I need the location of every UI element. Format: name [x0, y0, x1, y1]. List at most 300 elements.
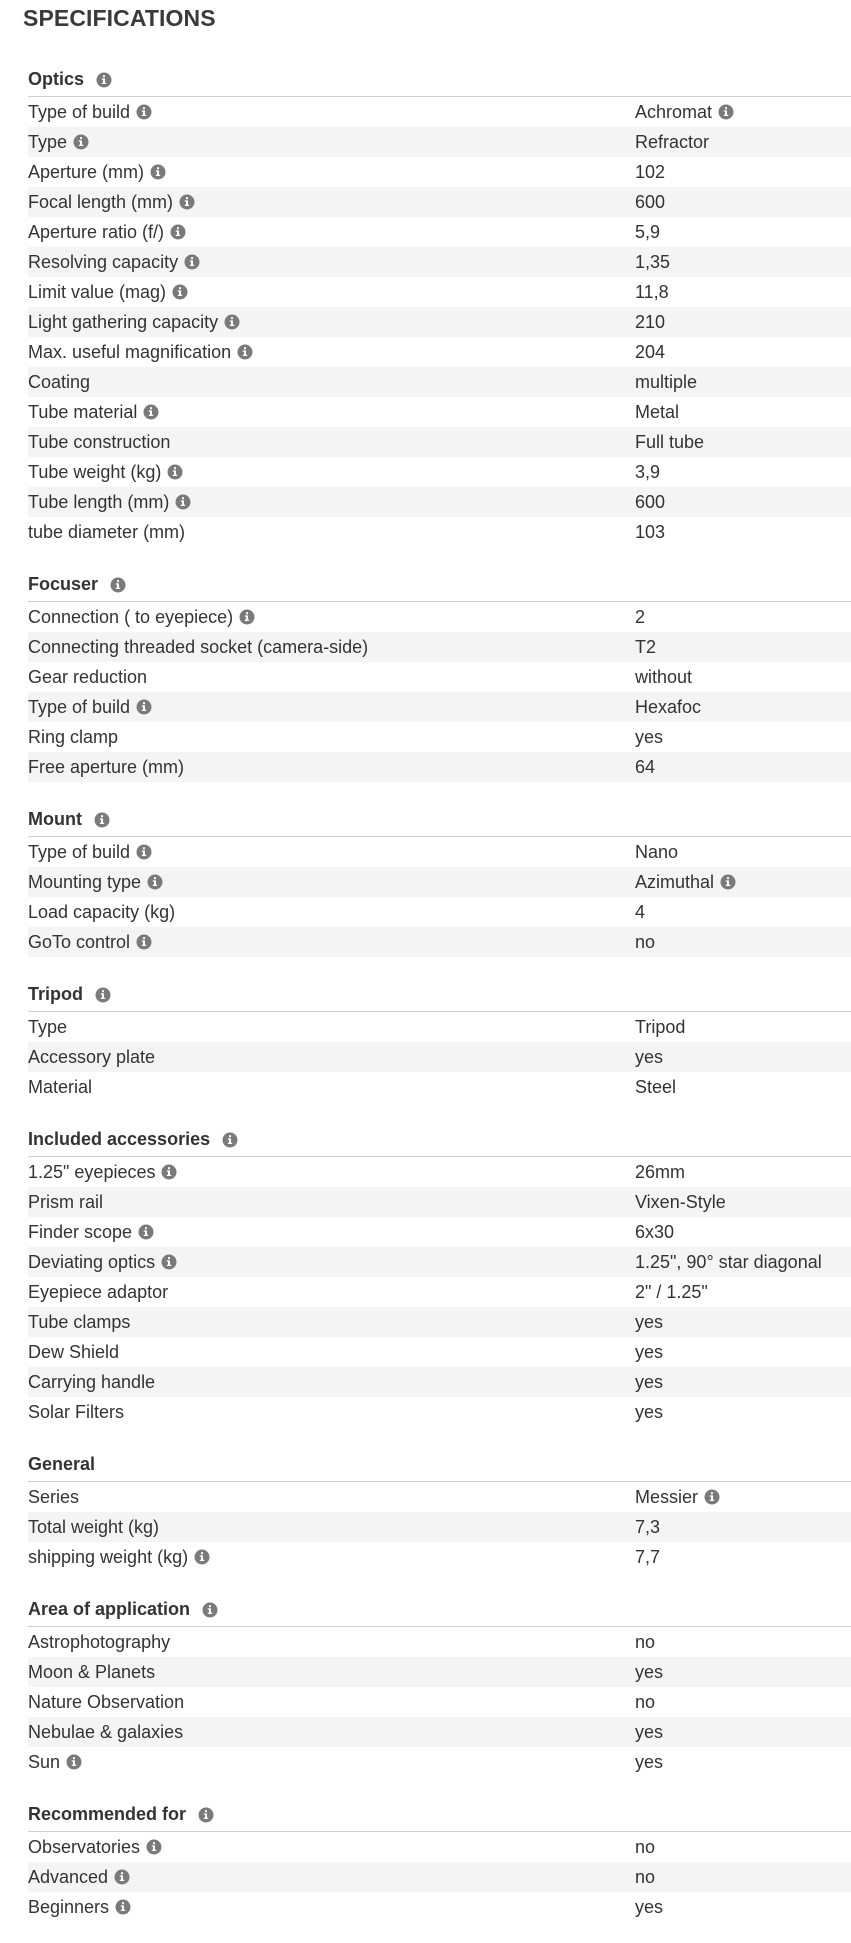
- spec-label: Aperture ratio (f/): [28, 221, 165, 242]
- spec-label-cell: [28, 1837, 635, 1858]
- section-rows: [28, 1012, 851, 1102]
- spec-value-cell: [635, 132, 851, 153]
- spec-value-cell: [635, 342, 851, 363]
- spec-label: Coating: [28, 371, 91, 392]
- spec-row: [28, 837, 851, 867]
- spec-row: [28, 127, 851, 157]
- spec-label: Tube length (mm): [28, 491, 170, 512]
- spec-label: Limit value (mag): [28, 281, 167, 302]
- info-circle-icon[interactable]: [175, 494, 191, 510]
- info-circle-icon[interactable]: [224, 314, 240, 330]
- spec-value: no: [635, 1866, 656, 1887]
- spec-value: 210: [635, 311, 666, 332]
- spec-label-cell: [28, 1162, 635, 1183]
- spec-label: Finder scope: [28, 1221, 133, 1242]
- section-rows: [28, 1157, 851, 1427]
- section-title: Focuser: [28, 574, 99, 594]
- spec-label-cell: [28, 637, 635, 658]
- spec-label: Dew Shield: [28, 1341, 120, 1362]
- spec-row: [28, 517, 851, 547]
- info-circle-icon[interactable]: [161, 1164, 177, 1180]
- spec-value: Full tube: [635, 431, 705, 452]
- spec-label-cell: [28, 1897, 635, 1918]
- spec-value-cell: [635, 1402, 851, 1423]
- section-header: [28, 63, 851, 97]
- spec-label-cell: [28, 192, 635, 213]
- info-circle-icon[interactable]: [184, 254, 200, 270]
- spec-value-cell: [635, 842, 851, 863]
- spec-label: Series: [28, 1486, 80, 1507]
- section-rows: [28, 1832, 851, 1922]
- spec-label: Sun: [28, 1751, 61, 1772]
- spec-value-cell: [635, 1222, 851, 1243]
- info-circle-icon[interactable]: [147, 874, 163, 890]
- info-circle-icon[interactable]: [110, 577, 126, 593]
- spec-row: [28, 1482, 851, 1512]
- spec-row: [28, 97, 851, 127]
- info-circle-icon[interactable]: [143, 404, 159, 420]
- spec-label-cell: [28, 402, 635, 423]
- spec-section: [28, 63, 851, 547]
- spec-value-cell: [635, 372, 851, 393]
- spec-label: Aperture (mm): [28, 161, 145, 182]
- info-circle-icon[interactable]: [237, 344, 253, 360]
- spec-row: [28, 1277, 851, 1307]
- section-title: Optics: [28, 69, 85, 89]
- section-header: [28, 1798, 851, 1832]
- info-circle-icon[interactable]: [136, 934, 152, 950]
- spec-section: [28, 978, 851, 1102]
- spec-row: [28, 337, 851, 367]
- section-header: [28, 1593, 851, 1627]
- spec-label-cell: [28, 842, 635, 863]
- spec-value-cell: [635, 1517, 851, 1538]
- spec-label: Gear reduction: [28, 666, 148, 687]
- spec-value-cell: [635, 102, 851, 123]
- spec-label: Astrophotography: [28, 1631, 171, 1652]
- spec-value: Messier: [635, 1486, 699, 1507]
- spec-value: yes: [635, 1046, 664, 1067]
- spec-row: [28, 1072, 851, 1102]
- spec-value-cell: [635, 1692, 851, 1713]
- spec-row: [28, 427, 851, 457]
- spec-value: no: [635, 1691, 656, 1712]
- spec-label: Eyepiece adaptor: [28, 1281, 169, 1302]
- spec-label: Max. useful magnification: [28, 341, 232, 362]
- spec-value-cell: [635, 697, 851, 718]
- spec-value: yes: [635, 1371, 664, 1392]
- spec-value-cell: [635, 402, 851, 423]
- spec-value: Refractor: [635, 131, 710, 152]
- spec-value: Nano: [635, 841, 679, 862]
- spec-row: [28, 1747, 851, 1777]
- spec-value-cell: [635, 222, 851, 243]
- spec-value: yes: [635, 1721, 664, 1742]
- spec-label-cell: [28, 462, 635, 483]
- spec-label: Nature Observation: [28, 1691, 185, 1712]
- spec-value: yes: [635, 1311, 664, 1332]
- info-circle-icon[interactable]: [239, 609, 255, 625]
- spec-row: [28, 1687, 851, 1717]
- section-header: [28, 978, 851, 1012]
- spec-section: [28, 1448, 851, 1572]
- spec-row: [28, 307, 851, 337]
- spec-value-cell: [635, 522, 851, 543]
- spec-row: [28, 1862, 851, 1892]
- spec-value-cell: [635, 1342, 851, 1363]
- spec-row: [28, 1012, 851, 1042]
- spec-row: [28, 1042, 851, 1072]
- spec-label-cell: [28, 492, 635, 513]
- info-circle-icon[interactable]: [95, 987, 111, 1003]
- spec-value-cell: [635, 727, 851, 748]
- spec-label: Mounting type: [28, 871, 142, 892]
- spec-value: 5,9: [635, 221, 661, 242]
- spec-value: no: [635, 931, 656, 952]
- spec-label: Type of build: [28, 101, 131, 122]
- spec-label-cell: [28, 667, 635, 688]
- spec-value: 26mm: [635, 1161, 686, 1182]
- spec-section: [28, 1123, 851, 1427]
- spec-label-cell: [28, 342, 635, 363]
- spec-row: [28, 897, 851, 927]
- spec-label-cell: [28, 1077, 635, 1098]
- section-title: Tripod: [28, 984, 83, 1004]
- section-title: Included accessories: [28, 1129, 211, 1149]
- spec-label: Accessory plate: [28, 1046, 156, 1067]
- section-header: [28, 568, 851, 602]
- spec-row: [28, 692, 851, 722]
- spec-section: [28, 1593, 851, 1777]
- spec-value-cell: [635, 1282, 851, 1303]
- spec-label: 1.25" eyepieces: [28, 1161, 156, 1182]
- spec-row: [28, 397, 851, 427]
- spec-row: [28, 1627, 851, 1657]
- spec-label: Resolving capacity: [28, 251, 179, 272]
- spec-value: yes: [635, 1341, 664, 1362]
- spec-row: [28, 457, 851, 487]
- spec-row: [28, 487, 851, 517]
- spec-row: [28, 277, 851, 307]
- spec-label-cell: [28, 1192, 635, 1213]
- spec-row: [28, 1367, 851, 1397]
- spec-row: [28, 1832, 851, 1862]
- spec-value-cell: [635, 1017, 851, 1038]
- spec-row: [28, 1892, 851, 1922]
- info-circle-icon[interactable]: [202, 1602, 218, 1618]
- spec-label-cell: [28, 1517, 635, 1538]
- spec-row: [28, 632, 851, 662]
- spec-label-cell: [28, 697, 635, 718]
- info-circle-icon[interactable]: [136, 699, 152, 715]
- spec-value-cell: [635, 162, 851, 183]
- spec-label-cell: [28, 1282, 635, 1303]
- spec-label: Connection ( to eyepiece): [28, 606, 234, 627]
- spec-label-cell: [28, 1017, 635, 1038]
- spec-value: 3,9: [635, 461, 661, 482]
- spec-value-cell: [635, 1837, 851, 1858]
- spec-value: Achromat: [635, 101, 713, 122]
- spec-row: [28, 1657, 851, 1687]
- info-circle-icon[interactable]: [146, 1839, 162, 1855]
- spec-value: 2: [635, 606, 646, 627]
- info-circle-icon[interactable]: [179, 194, 195, 210]
- spec-row: [28, 1512, 851, 1542]
- spec-label-cell: [28, 1662, 635, 1683]
- spec-row: [28, 157, 851, 187]
- spec-label-cell: [28, 1752, 635, 1773]
- spec-row: [28, 927, 851, 957]
- spec-label-cell: [28, 312, 635, 333]
- spec-label: Moon & Planets: [28, 1661, 156, 1682]
- spec-value: 1,35: [635, 251, 671, 272]
- spec-value-cell: [635, 1897, 851, 1918]
- spec-label: Advanced: [28, 1866, 109, 1887]
- spec-value: 600: [635, 191, 666, 212]
- spec-label-cell: [28, 432, 635, 453]
- spec-label: Observatories: [28, 1836, 141, 1857]
- spec-label-cell: [28, 1692, 635, 1713]
- spec-value-cell: [635, 1312, 851, 1333]
- info-circle-icon[interactable]: [161, 1254, 177, 1270]
- info-circle-icon[interactable]: [222, 1132, 238, 1148]
- info-circle-icon[interactable]: [136, 844, 152, 860]
- info-circle-icon[interactable]: [115, 1899, 131, 1915]
- spec-section: [28, 803, 851, 957]
- spec-label: Type: [28, 131, 68, 152]
- spec-value-cell: [635, 1162, 851, 1183]
- spec-label-cell: [28, 1047, 635, 1068]
- spec-row: [28, 1717, 851, 1747]
- section-title: General: [28, 1454, 96, 1474]
- section-title: Mount: [28, 809, 82, 829]
- spec-label: Connecting threaded socket (camera-side): [28, 636, 369, 657]
- spec-label: Carrying handle: [28, 1371, 156, 1392]
- spec-label: Type of build: [28, 696, 131, 717]
- spec-label-cell: [28, 522, 635, 543]
- spec-value: 102: [635, 161, 666, 182]
- spec-row: [28, 1187, 851, 1217]
- spec-value: 6x30: [635, 1221, 675, 1242]
- spec-section: [28, 1798, 851, 1922]
- spec-value: without: [635, 666, 693, 687]
- spec-label: Focal length (mm): [28, 191, 174, 212]
- spec-label-cell: [28, 1342, 635, 1363]
- spec-label-cell: [28, 902, 635, 923]
- spec-value: multiple: [635, 371, 698, 392]
- spec-row: [28, 1337, 851, 1367]
- spec-value-cell: [635, 492, 851, 513]
- spec-value: yes: [635, 1751, 664, 1772]
- spec-value-cell: [635, 932, 851, 953]
- spec-label: Material: [28, 1076, 93, 1097]
- spec-row: [28, 367, 851, 397]
- spec-row: [28, 722, 851, 752]
- info-circle-icon[interactable]: [720, 874, 736, 890]
- spec-value: no: [635, 1836, 656, 1857]
- spec-value-cell: [635, 637, 851, 658]
- spec-value: 64: [635, 756, 656, 777]
- info-circle-icon[interactable]: [194, 1549, 210, 1565]
- spec-value: 103: [635, 521, 666, 542]
- spec-value-cell: [635, 1547, 851, 1568]
- spec-label: Tube construction: [28, 431, 171, 452]
- spec-label-cell: [28, 282, 635, 303]
- spec-value: Metal: [635, 401, 680, 422]
- spec-label-cell: [28, 372, 635, 393]
- spec-label: shipping weight (kg): [28, 1546, 189, 1567]
- spec-label: Prism rail: [28, 1191, 103, 1212]
- section-rows: [28, 1482, 851, 1572]
- section-title: Area of application: [28, 1599, 191, 1619]
- spec-row: [28, 867, 851, 897]
- spec-label-cell: [28, 607, 635, 628]
- spec-label: Free aperture (mm): [28, 756, 185, 777]
- info-circle-icon[interactable]: [150, 164, 166, 180]
- spec-value: yes: [635, 1896, 664, 1917]
- spec-row: [28, 1542, 851, 1572]
- spec-label: GoTo control: [28, 931, 131, 952]
- spec-label-cell: [28, 132, 635, 153]
- spec-value-cell: [635, 1662, 851, 1683]
- spec-value: 7,3: [635, 1516, 661, 1537]
- spec-value: yes: [635, 1401, 664, 1422]
- spec-section: [28, 568, 851, 782]
- spec-label: tube diameter (mm): [28, 521, 186, 542]
- spec-label-cell: [28, 757, 635, 778]
- spec-value: 11,8: [635, 281, 669, 302]
- spec-value-cell: [635, 312, 851, 333]
- spec-row: [28, 1217, 851, 1247]
- spec-value: no: [635, 1631, 656, 1652]
- spec-label-cell: [28, 872, 635, 893]
- spec-label: Load capacity (kg): [28, 901, 176, 922]
- info-circle-icon[interactable]: [170, 224, 186, 240]
- spec-label-cell: [28, 1312, 635, 1333]
- spec-value: Steel: [635, 1076, 677, 1097]
- info-circle-icon[interactable]: [66, 1754, 82, 1770]
- spec-value: Hexafoc: [635, 696, 702, 717]
- info-circle-icon[interactable]: [94, 812, 110, 828]
- spec-value-cell: [635, 872, 851, 893]
- spec-row: [28, 1247, 851, 1277]
- spec-row: [28, 752, 851, 782]
- section-rows: [28, 1627, 851, 1777]
- spec-label: Ring clamp: [28, 726, 119, 747]
- info-circle-icon[interactable]: [172, 284, 188, 300]
- spec-label: Type: [28, 1016, 68, 1037]
- spec-value: T2: [635, 636, 657, 657]
- spec-value: Tripod: [635, 1016, 686, 1037]
- spec-value: 204: [635, 341, 666, 362]
- spec-label-cell: [28, 102, 635, 123]
- spec-label-cell: [28, 1487, 635, 1508]
- spec-value-cell: [635, 757, 851, 778]
- spec-label: Tube weight (kg): [28, 461, 162, 482]
- section-header: [28, 1123, 851, 1157]
- info-circle-icon[interactable]: [136, 104, 152, 120]
- spec-label-cell: [28, 222, 635, 243]
- spec-label: Solar Filters: [28, 1401, 125, 1422]
- spec-value-cell: [635, 1632, 851, 1653]
- page-title: SPECIFICATIONS: [23, 5, 216, 31]
- spec-value: 600: [635, 491, 666, 512]
- spec-label: Total weight (kg): [28, 1516, 160, 1537]
- spec-label-cell: [28, 1222, 635, 1243]
- spec-value-cell: [635, 902, 851, 923]
- section-rows: [28, 97, 851, 547]
- spec-value: 4: [635, 901, 646, 922]
- spec-label-cell: [28, 1547, 635, 1568]
- spec-value: Vixen-Style: [635, 1191, 726, 1212]
- spec-row: [28, 1157, 851, 1187]
- spec-value: Azimuthal: [635, 871, 715, 892]
- info-circle-icon[interactable]: [96, 72, 112, 88]
- spec-label-cell: [28, 1867, 635, 1888]
- specifications-list: [28, 63, 851, 1943]
- spec-label-cell: [28, 1372, 635, 1393]
- spec-label-cell: [28, 162, 635, 183]
- info-circle-icon[interactable]: [73, 134, 89, 150]
- spec-label: Type of build: [28, 841, 131, 862]
- spec-label-cell: [28, 1402, 635, 1423]
- spec-value: yes: [635, 726, 664, 747]
- spec-label: Beginners: [28, 1896, 110, 1917]
- spec-value-cell: [635, 1752, 851, 1773]
- spec-label-cell: [28, 932, 635, 953]
- section-rows: [28, 602, 851, 782]
- spec-label: Light gathering capacity: [28, 311, 219, 332]
- spec-value-cell: [635, 1487, 851, 1508]
- spec-value-cell: [635, 192, 851, 213]
- spec-value-cell: [635, 432, 851, 453]
- spec-label-cell: [28, 252, 635, 273]
- section-header: [28, 803, 851, 837]
- spec-value-cell: [635, 1252, 851, 1273]
- spec-row: [28, 1397, 851, 1427]
- spec-value-cell: [635, 462, 851, 483]
- info-circle-icon[interactable]: [138, 1224, 154, 1240]
- spec-label-cell: [28, 1722, 635, 1743]
- info-circle-icon[interactable]: [704, 1489, 720, 1505]
- section-title: Recommended for: [28, 1804, 187, 1824]
- section-rows: [28, 837, 851, 957]
- info-circle-icon[interactable]: [114, 1869, 130, 1885]
- spec-value-cell: [635, 1192, 851, 1213]
- info-circle-icon[interactable]: [198, 1807, 214, 1823]
- spec-label: Deviating optics: [28, 1251, 156, 1272]
- info-circle-icon[interactable]: [718, 104, 734, 120]
- spec-row: [28, 662, 851, 692]
- section-header: [28, 1448, 851, 1482]
- spec-label-cell: [28, 1632, 635, 1653]
- spec-value: 2" / 1.25": [635, 1281, 708, 1302]
- spec-label-cell: [28, 1252, 635, 1273]
- spec-value-cell: [635, 1047, 851, 1068]
- spec-value-cell: [635, 282, 851, 303]
- spec-value-cell: [635, 1372, 851, 1393]
- spec-label: Tube clamps: [28, 1311, 131, 1332]
- spec-row: [28, 602, 851, 632]
- spec-value-cell: [635, 1722, 851, 1743]
- info-circle-icon[interactable]: [167, 464, 183, 480]
- spec-value-cell: [635, 1867, 851, 1888]
- spec-row: [28, 247, 851, 277]
- spec-value-cell: [635, 1077, 851, 1098]
- spec-value: yes: [635, 1661, 664, 1682]
- spec-value: 7,7: [635, 1546, 661, 1567]
- spec-label-cell: [28, 727, 635, 748]
